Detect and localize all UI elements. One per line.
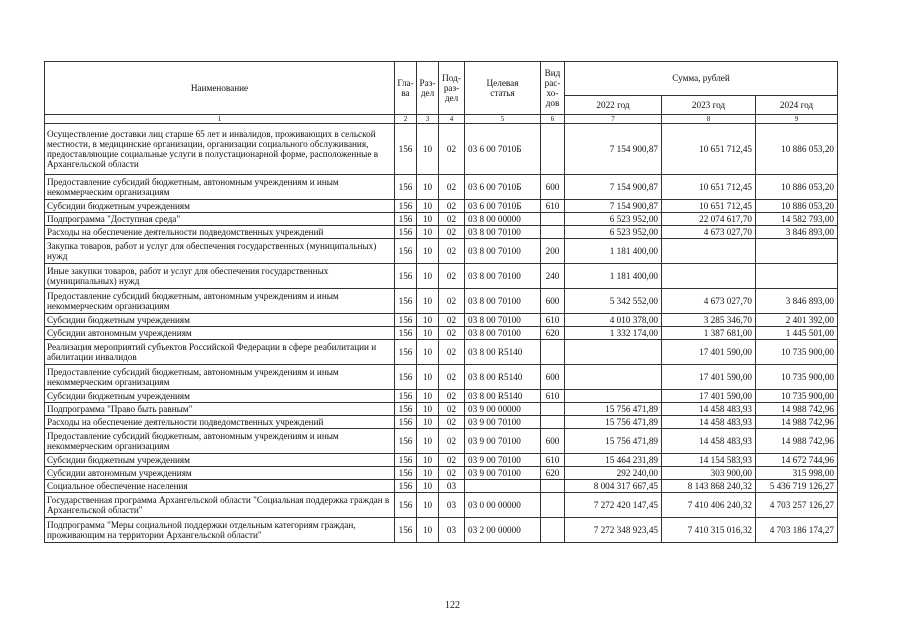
- row-sum-2024-cell: 3 846 893,00: [756, 226, 838, 239]
- row-section-cell: 10: [417, 200, 439, 213]
- table-row: [45, 454, 838, 467]
- table-row: [45, 200, 838, 213]
- row-chapter-cell: 156: [395, 200, 417, 213]
- row-sum-2024-cell: 315 998,00: [756, 467, 838, 480]
- row-sum-2023-cell: 10 651 712,45: [662, 175, 756, 200]
- row-subsection-cell: 02: [439, 314, 465, 327]
- col-number: 5: [465, 115, 541, 124]
- row-chapter-cell: 156: [395, 365, 417, 390]
- header-name: Наименование: [45, 62, 395, 115]
- row-sum-2023-cell: 303 900,00: [662, 467, 756, 480]
- row-target-cell: 03 9 00 70100: [465, 467, 541, 480]
- row-exp-type-cell: [541, 493, 565, 518]
- table-row: [45, 365, 838, 390]
- table-row: [45, 124, 838, 175]
- budget-table-sheet: [44, 61, 837, 543]
- row-subsection-cell: 02: [439, 340, 465, 365]
- row-exp-type-cell: [541, 340, 565, 365]
- row-exp-type-cell: [541, 518, 565, 543]
- row-name-cell: Предоставление субсидий бюджетным, автономным учреждениям и иным некоммерческим организациям: [45, 289, 395, 314]
- row-target-cell: 03 9 00 70100: [465, 454, 541, 467]
- row-sum-2022-cell: 15 756 471,89: [565, 416, 662, 429]
- row-sum-2022-cell: 15 464 231,89: [565, 454, 662, 467]
- row-name-cell: Подпрограмма "Меры социальной поддержки отдельным категориям граждан, проживающим на территории Архангельской области": [45, 518, 395, 543]
- row-sum-2024-cell: 5 436 719 126,27: [756, 480, 838, 493]
- row-exp-type-cell: 610: [541, 454, 565, 467]
- row-subsection-cell: 02: [439, 467, 465, 480]
- row-sum-2024-cell: 2 401 392,00: [756, 314, 838, 327]
- row-name-cell: Предоставление субсидий бюджетным, автономным учреждениям и иным некоммерческим организациям: [45, 365, 395, 390]
- row-exp-type-cell: 240: [541, 264, 565, 289]
- header-target: Целевая статья: [465, 62, 541, 115]
- row-subsection-cell: 02: [439, 365, 465, 390]
- table-row: [45, 390, 838, 403]
- row-chapter-cell: 156: [395, 467, 417, 480]
- row-chapter-cell: 156: [395, 493, 417, 518]
- table-row: [45, 493, 838, 518]
- row-name-cell: Подпрограмма "Право быть равным": [45, 403, 395, 416]
- row-sum-2023-cell: 22 074 617,70: [662, 213, 756, 226]
- row-chapter-cell: 156: [395, 429, 417, 454]
- row-exp-type-cell: 600: [541, 289, 565, 314]
- row-exp-type-cell: 610: [541, 314, 565, 327]
- row-target-cell: 03 8 00 70100: [465, 327, 541, 340]
- row-section-cell: 10: [417, 403, 439, 416]
- row-sum-2023-cell: 1 387 681,00: [662, 327, 756, 340]
- row-section-cell: 10: [417, 390, 439, 403]
- row-chapter-cell: 156: [395, 314, 417, 327]
- row-section-cell: 10: [417, 314, 439, 327]
- table-row: [45, 518, 838, 543]
- row-subsection-cell: 02: [439, 226, 465, 239]
- row-sum-2022-cell: 8 004 317 667,45: [565, 480, 662, 493]
- row-section-cell: 10: [417, 416, 439, 429]
- row-target-cell: [465, 480, 541, 493]
- row-chapter-cell: 156: [395, 175, 417, 200]
- row-target-cell: 03 8 00 70100: [465, 239, 541, 264]
- row-name-cell: Субсидии бюджетным учреждениям: [45, 390, 395, 403]
- row-name-cell: Государственная программа Архангельской области "Социальная поддержка граждан в Архангельской области": [45, 493, 395, 518]
- table-row: [45, 327, 838, 340]
- col-number: 2: [395, 115, 417, 124]
- row-sum-2022-cell: [565, 340, 662, 365]
- table-body: [45, 124, 838, 543]
- row-exp-type-cell: [541, 124, 565, 175]
- col-number: 8: [662, 115, 756, 124]
- col-number: 7: [565, 115, 662, 124]
- table-row: [45, 314, 838, 327]
- row-sum-2023-cell: 17 401 590,00: [662, 390, 756, 403]
- table-row: [45, 213, 838, 226]
- row-sum-2023-cell: 3 285 346,70: [662, 314, 756, 327]
- row-section-cell: 10: [417, 175, 439, 200]
- row-subsection-cell: 02: [439, 429, 465, 454]
- row-exp-type-cell: 620: [541, 327, 565, 340]
- row-sum-2023-cell: 14 458 483,93: [662, 403, 756, 416]
- row-chapter-cell: 156: [395, 213, 417, 226]
- row-sum-2023-cell: 7 410 315 016,32: [662, 518, 756, 543]
- row-sum-2024-cell: 10 735 900,00: [756, 390, 838, 403]
- row-sum-2024-cell: [756, 239, 838, 264]
- row-name-cell: Реализация мероприятий субъектов Российской Федерации в сфере реабилитации и абилитации инвалидов: [45, 340, 395, 365]
- row-sum-2024-cell: 4 703 186 174,27: [756, 518, 838, 543]
- row-chapter-cell: 156: [395, 226, 417, 239]
- row-target-cell: 03 9 00 70100: [465, 429, 541, 454]
- row-name-cell: Социальное обеспечение населения: [45, 480, 395, 493]
- col-number: 4: [439, 115, 465, 124]
- row-chapter-cell: 156: [395, 289, 417, 314]
- row-name-cell: Субсидии бюджетным учреждениям: [45, 200, 395, 213]
- row-sum-2024-cell: 4 703 257 126,27: [756, 493, 838, 518]
- col-number: 6: [541, 115, 565, 124]
- row-target-cell: 03 8 00 R5140: [465, 365, 541, 390]
- row-name-cell: Закупка товаров, работ и услуг для обеспечения государственных (муниципальных) нужд: [45, 239, 395, 264]
- row-exp-type-cell: 600: [541, 175, 565, 200]
- row-subsection-cell: 02: [439, 124, 465, 175]
- row-chapter-cell: 156: [395, 454, 417, 467]
- row-exp-type-cell: 620: [541, 467, 565, 480]
- row-target-cell: 03 8 00 R5140: [465, 340, 541, 365]
- row-chapter-cell: 156: [395, 340, 417, 365]
- table-row: [45, 467, 838, 480]
- row-target-cell: 03 8 00 R5140: [465, 390, 541, 403]
- row-section-cell: 10: [417, 340, 439, 365]
- row-sum-2022-cell: 292 240,00: [565, 467, 662, 480]
- row-sum-2023-cell: 10 651 712,45: [662, 200, 756, 213]
- row-target-cell: 03 2 00 00000: [465, 518, 541, 543]
- row-target-cell: 03 9 00 70100: [465, 416, 541, 429]
- row-subsection-cell: 02: [439, 264, 465, 289]
- col-number: 3: [417, 115, 439, 124]
- row-name-cell: Субсидии автономным учреждениям: [45, 327, 395, 340]
- row-exp-type-cell: [541, 403, 565, 416]
- row-section-cell: 10: [417, 493, 439, 518]
- row-name-cell: Расходы на обеспечение деятельности подведомственных учреждений: [45, 416, 395, 429]
- row-exp-type-cell: [541, 213, 565, 226]
- table-row: [45, 264, 838, 289]
- row-sum-2022-cell: [565, 365, 662, 390]
- row-exp-type-cell: 600: [541, 429, 565, 454]
- row-chapter-cell: 156: [395, 518, 417, 543]
- row-sum-2022-cell: 7 272 420 147,45: [565, 493, 662, 518]
- row-section-cell: 10: [417, 327, 439, 340]
- row-subsection-cell: 02: [439, 175, 465, 200]
- row-section-cell: 10: [417, 213, 439, 226]
- row-chapter-cell: 156: [395, 264, 417, 289]
- table-row: [45, 289, 838, 314]
- row-subsection-cell: 02: [439, 239, 465, 264]
- budget-table: [44, 61, 838, 543]
- row-sum-2023-cell: 8 143 868 240,32: [662, 480, 756, 493]
- row-sum-2024-cell: 10 886 053,20: [756, 200, 838, 213]
- header-year-2024: 2024 год: [756, 96, 838, 115]
- row-target-cell: 03 6 00 7010Б: [465, 124, 541, 175]
- row-subsection-cell: 03: [439, 493, 465, 518]
- row-target-cell: 03 8 00 70100: [465, 226, 541, 239]
- row-section-cell: 10: [417, 226, 439, 239]
- row-sum-2022-cell: 15 756 471,89: [565, 429, 662, 454]
- table-row: [45, 429, 838, 454]
- col-number: 9: [756, 115, 838, 124]
- row-section-cell: 10: [417, 124, 439, 175]
- row-name-cell: Субсидии автономным учреждениям: [45, 467, 395, 480]
- table-row: [45, 226, 838, 239]
- row-sum-2023-cell: 17 401 590,00: [662, 340, 756, 365]
- row-sum-2024-cell: 1 445 501,00: [756, 327, 838, 340]
- row-exp-type-cell: 200: [541, 239, 565, 264]
- row-sum-2022-cell: 1 181 400,00: [565, 264, 662, 289]
- row-sum-2022-cell: 6 523 952,00: [565, 226, 662, 239]
- row-section-cell: 10: [417, 518, 439, 543]
- row-name-cell: Подпрограмма "Доступная среда": [45, 213, 395, 226]
- row-name-cell: Предоставление субсидий бюджетным, автономным учреждениям и иным некоммерческим организациям: [45, 429, 395, 454]
- row-target-cell: 03 8 00 00000: [465, 213, 541, 226]
- row-subsection-cell: 02: [439, 454, 465, 467]
- row-chapter-cell: 156: [395, 416, 417, 429]
- row-sum-2024-cell: 14 988 742,96: [756, 429, 838, 454]
- row-exp-type-cell: [541, 226, 565, 239]
- row-subsection-cell: 02: [439, 213, 465, 226]
- row-sum-2023-cell: 4 673 027,70: [662, 226, 756, 239]
- row-exp-type-cell: 610: [541, 200, 565, 213]
- row-name-cell: Субсидии бюджетным учреждениям: [45, 314, 395, 327]
- row-sum-2022-cell: 7 272 348 923,45: [565, 518, 662, 543]
- row-target-cell: 03 6 00 7010Б: [465, 200, 541, 213]
- table-row: [45, 175, 838, 200]
- row-subsection-cell: 02: [439, 403, 465, 416]
- row-section-cell: 10: [417, 429, 439, 454]
- row-sum-2022-cell: 1 332 174,00: [565, 327, 662, 340]
- row-sum-2023-cell: [662, 264, 756, 289]
- header-year-2022: 2022 год: [565, 96, 662, 115]
- row-sum-2024-cell: 10 886 053,20: [756, 175, 838, 200]
- row-target-cell: 03 8 00 70100: [465, 264, 541, 289]
- table-row: [45, 416, 838, 429]
- row-target-cell: 03 6 00 7010Б: [465, 175, 541, 200]
- header-exp-type: Вид рас- хо- дов: [541, 62, 565, 115]
- row-sum-2023-cell: 10 651 712,45: [662, 124, 756, 175]
- column-number-row: [45, 115, 838, 124]
- row-exp-type-cell: [541, 480, 565, 493]
- row-chapter-cell: 156: [395, 403, 417, 416]
- row-target-cell: 03 9 00 00000: [465, 403, 541, 416]
- row-name-cell: Иные закупки товаров, работ и услуг для обеспечения государственных (муниципальных) нужд: [45, 264, 395, 289]
- row-sum-2024-cell: 14 988 742,96: [756, 416, 838, 429]
- header-subsection: Под- раз- дел: [439, 62, 465, 115]
- row-chapter-cell: 156: [395, 327, 417, 340]
- row-subsection-cell: 02: [439, 390, 465, 403]
- row-exp-type-cell: [541, 416, 565, 429]
- row-subsection-cell: 02: [439, 200, 465, 213]
- row-sum-2023-cell: [662, 239, 756, 264]
- row-sum-2022-cell: 15 756 471,89: [565, 403, 662, 416]
- row-sum-2023-cell: 14 458 483,93: [662, 416, 756, 429]
- row-sum-2023-cell: 7 410 406 240,32: [662, 493, 756, 518]
- page-number: 122: [445, 600, 460, 611]
- row-sum-2024-cell: 14 582 793,00: [756, 213, 838, 226]
- row-sum-2023-cell: 4 673 027,70: [662, 289, 756, 314]
- row-sum-2023-cell: 14 458 483,93: [662, 429, 756, 454]
- row-target-cell: 03 8 00 70100: [465, 289, 541, 314]
- table-row: [45, 480, 838, 493]
- row-subsection-cell: 02: [439, 289, 465, 314]
- header-chapter: Гла- ва: [395, 62, 417, 115]
- col-number: 1: [45, 115, 395, 124]
- row-sum-2024-cell: 10 735 900,00: [756, 340, 838, 365]
- row-sum-2022-cell: 7 154 900,87: [565, 200, 662, 213]
- row-sum-2022-cell: 7 154 900,87: [565, 175, 662, 200]
- header-section: Раз- дел: [417, 62, 439, 115]
- row-sum-2024-cell: 14 672 744,96: [756, 454, 838, 467]
- row-sum-2023-cell: 14 154 583,93: [662, 454, 756, 467]
- row-name-cell: Расходы на обеспечение деятельности подведомственных учреждений: [45, 226, 395, 239]
- header-year-2023: 2023 год: [662, 96, 756, 115]
- row-name-cell: Субсидии бюджетным учреждениям: [45, 454, 395, 467]
- row-sum-2022-cell: 1 181 400,00: [565, 239, 662, 264]
- row-sum-2022-cell: [565, 390, 662, 403]
- row-name-cell: Осуществление доставки лиц старше 65 лет и инвалидов, проживающих в сельской местности, в медицинские организации, организации социального обслуживания, предоставляющие социальные услуги в полустационарной форме, расположенные в Архангельской области: [45, 124, 395, 175]
- row-subsection-cell: 03: [439, 518, 465, 543]
- row-sum-2024-cell: 14 988 742,96: [756, 403, 838, 416]
- table-row: [45, 403, 838, 416]
- row-section-cell: 10: [417, 365, 439, 390]
- row-exp-type-cell: 610: [541, 390, 565, 403]
- row-sum-2024-cell: [756, 264, 838, 289]
- row-subsection-cell: 03: [439, 480, 465, 493]
- row-sum-2022-cell: 6 523 952,00: [565, 213, 662, 226]
- row-name-cell: Предоставление субсидий бюджетным, автономным учреждениям и иным некоммерческим организациям: [45, 175, 395, 200]
- row-chapter-cell: 156: [395, 239, 417, 264]
- row-sum-2022-cell: 7 154 900,87: [565, 124, 662, 175]
- row-section-cell: 10: [417, 480, 439, 493]
- row-chapter-cell: 156: [395, 480, 417, 493]
- row-exp-type-cell: 600: [541, 365, 565, 390]
- row-sum-2022-cell: 5 342 552,00: [565, 289, 662, 314]
- row-section-cell: 10: [417, 289, 439, 314]
- table-row: [45, 340, 838, 365]
- row-subsection-cell: 02: [439, 416, 465, 429]
- row-sum-2023-cell: 17 401 590,00: [662, 365, 756, 390]
- row-sum-2024-cell: 10 735 900,00: [756, 365, 838, 390]
- row-sum-2024-cell: 10 886 053,20: [756, 124, 838, 175]
- row-target-cell: 03 8 00 70100: [465, 314, 541, 327]
- row-subsection-cell: 02: [439, 327, 465, 340]
- row-section-cell: 10: [417, 467, 439, 480]
- row-chapter-cell: 156: [395, 124, 417, 175]
- row-sum-2022-cell: 4 010 378,00: [565, 314, 662, 327]
- header-sum: Сумма, рублей: [565, 62, 838, 96]
- row-sum-2024-cell: 3 846 893,00: [756, 289, 838, 314]
- row-chapter-cell: 156: [395, 390, 417, 403]
- row-section-cell: 10: [417, 264, 439, 289]
- row-target-cell: 03 0 00 00000: [465, 493, 541, 518]
- row-section-cell: 10: [417, 454, 439, 467]
- table-row: [45, 239, 838, 264]
- row-section-cell: 10: [417, 239, 439, 264]
